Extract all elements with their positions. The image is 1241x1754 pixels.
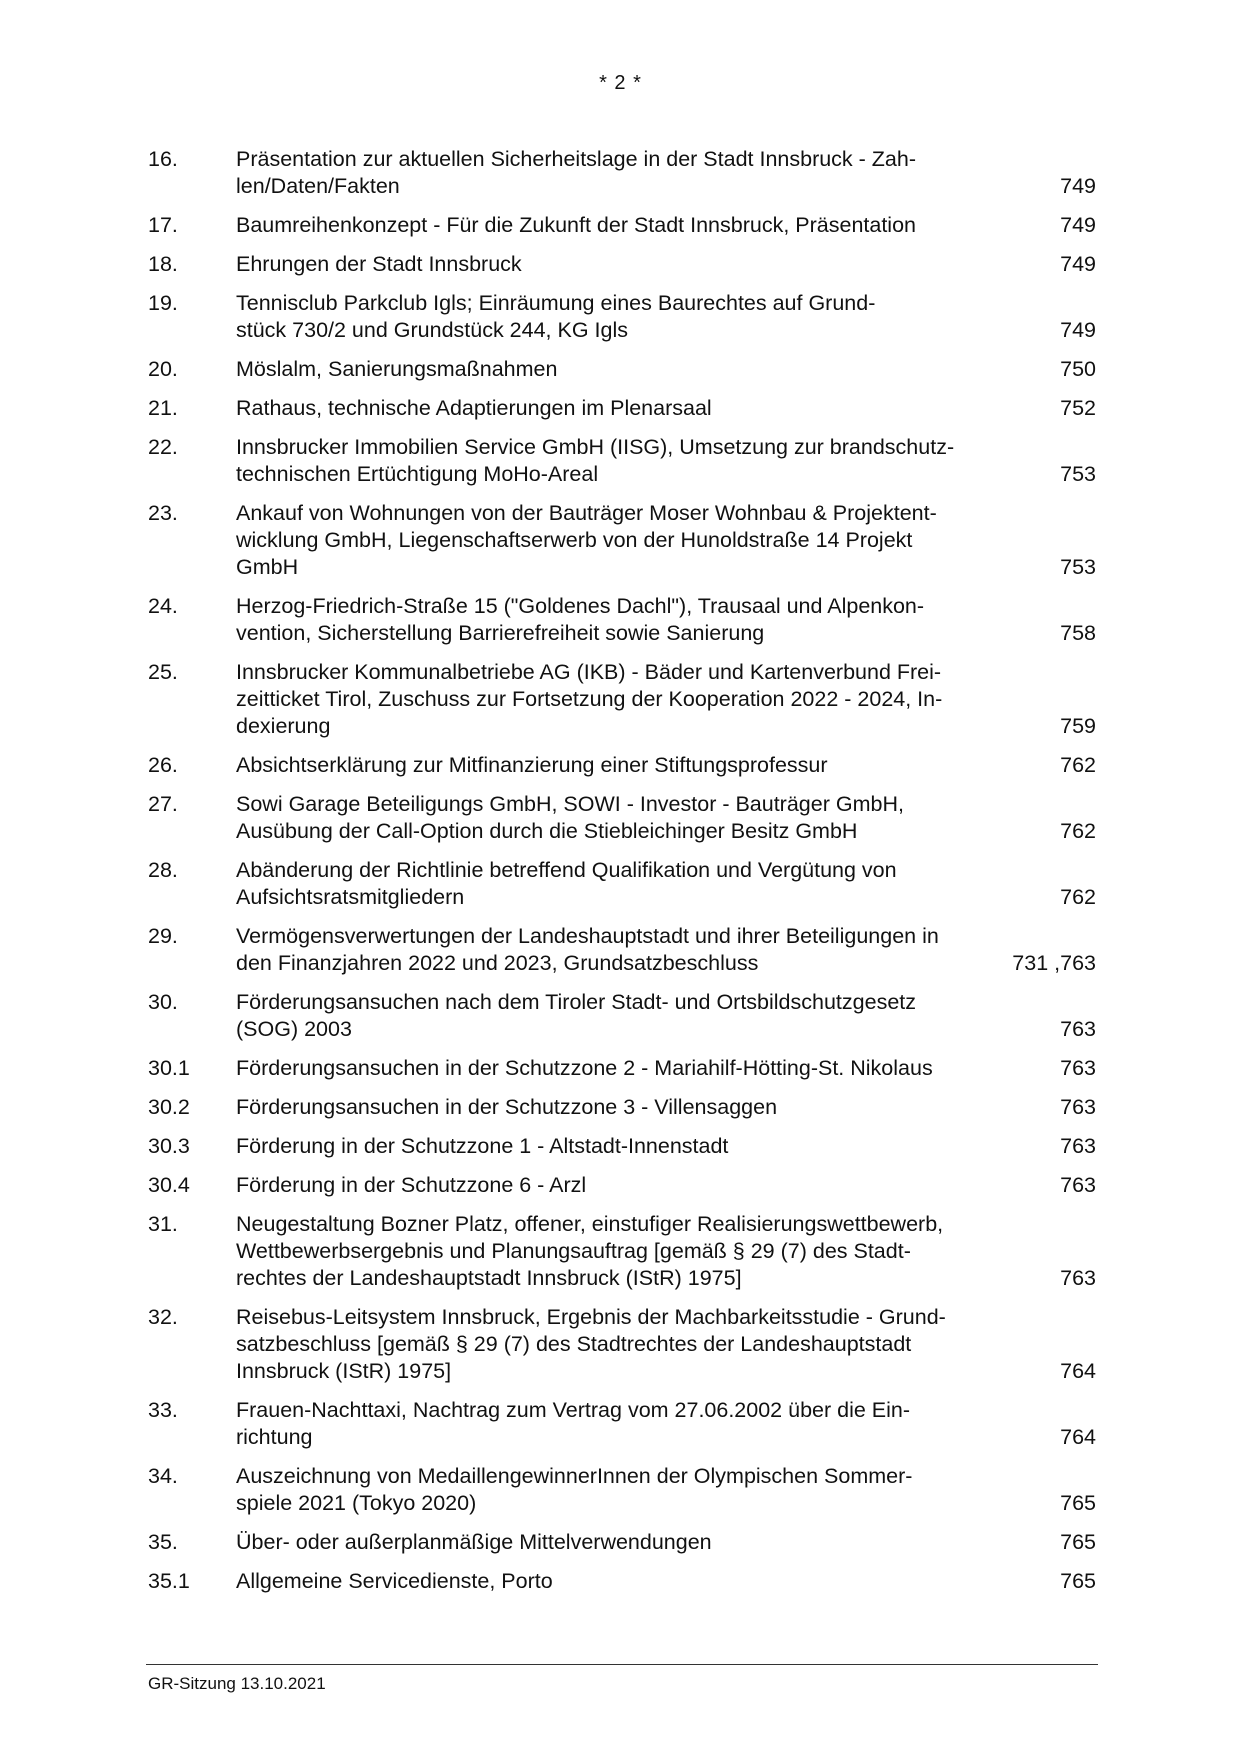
toc-entry-number: 18. [148,252,178,276]
toc-entry-page: 763 [1060,1173,1096,1197]
toc-entry-title: Frauen-Nachttaxi, Nachtrag zum Vertrag vom 27.06.2002 über die Ein- richtung [236,1398,911,1449]
toc-entry-page: 765 [1060,1491,1096,1515]
toc-entry-number: 23. [148,501,178,525]
toc-entry-title: Reisebus-Leitsystem Innsbruck, Ergebnis der Machbarkeitsstudie - Grund- satzbeschluss [gemäß § 29 (7) des Stadtrechtes der Landeshauptstadt Innsbruck (IStR) 1975] [236,1305,946,1383]
toc-entry-title: Förderungsansuchen in der Schutzzone 3 - Villensaggen [236,1095,778,1119]
toc-entry [148,659,1096,740]
toc-entry-number: 34. [148,1464,178,1488]
toc-entry [148,500,1096,581]
toc-entry-title: Förderungsansuchen nach dem Tiroler Stadt- und Ortsbildschutzgesetz (SOG) 2003 [236,990,917,1041]
toc-entry-number: 35.1 [148,1569,190,1593]
toc-entry-title: Vermögensverwertungen der Landeshauptstadt und ihrer Beteiligungen in den Finanzjahren 2022 und 2023, Grundsatzbeschluss [236,924,939,975]
toc-entry-number: 24. [148,594,178,618]
toc-entry-page: 749 [1060,252,1096,276]
toc-entry [148,857,1096,911]
toc-entry-title: Abänderung der Richtlinie betreffend Qualifikation und Vergütung von Aufsichtsratsmitgliedern [236,858,897,909]
toc-entry-title: Absichtserklärung zur Mitfinanzierung einer Stiftungsprofessur [236,753,828,777]
toc-entry [148,251,1096,278]
toc-entry-title: Förderungsansuchen in der Schutzzone 2 - Mariahilf-Hötting-St. Nikolaus [236,1056,933,1080]
toc-entry-title: Herzog-Friedrich-Straße 15 ("Goldenes Dachl"), Trausaal und Alpenkon- vention, Sicherstellung Barrierefreiheit sowie Sanierung [236,594,925,645]
page-number: * 2 * [599,72,642,94]
toc-entry [148,434,1096,488]
toc-entry-number: 35. [148,1530,178,1554]
toc-entry-title: Förderung in der Schutzzone 1 - Altstadt-Innenstadt [236,1134,729,1158]
toc-entry-title: Innsbrucker Immobilien Service GmbH (IISG), Umsetzung zur brandschutz- technischen Ertüchtigung MoHo-Areal [236,435,955,486]
toc-entry-number: 33. [148,1398,178,1422]
toc-entry [148,1463,1096,1517]
toc-entry [148,989,1096,1043]
toc-entry-page: 763 [1060,1017,1096,1041]
toc-entry-title: Sowi Garage Beteiligungs GmbH, SOWI - Investor - Bauträger GmbH, Ausübung der Call-Option durch die Stiebleichinger Besitz GmbH [236,792,904,843]
toc-entry-number: 19. [148,291,178,315]
toc-entry-title: Neugestaltung Bozner Platz, offener, einstufiger Realisierungswettbewerb, Wettbewerbsergebnis und Planungsauftrag [gemäß § 29 (7) des Stadt- rechtes der Landeshauptstadt Innsbruck (IStR) 1975] [236,1212,944,1290]
toc-entry-title: Möslalm, Sanierungsmaßnahmen [236,357,558,381]
toc-entry-page: 762 [1060,885,1096,909]
toc-entry [148,146,1096,200]
toc-entry [148,395,1096,422]
toc-entry-title: Tennisclub Parkclub Igls; Einräumung eines Baurechtes auf Grund- stück 730/2 und Grundstück 244, KG Igls [236,291,876,342]
toc-entry-page: 750 [1060,357,1096,381]
toc-entry-number: 30.4 [148,1173,190,1197]
footer-text: GR-Sitzung 13.10.2021 [148,1674,326,1693]
toc-entry-number: 22. [148,435,178,459]
toc-entry-page: 749 [1060,318,1096,342]
toc-entry-number: 28. [148,858,178,882]
toc-entry-page: 762 [1060,819,1096,843]
toc-entry [148,923,1096,977]
toc-entry-page: 749 [1060,213,1096,237]
toc-entry-page: 762 [1060,753,1096,777]
toc-entry-title: Rathaus, technische Adaptierungen im Plenarsaal [236,396,712,420]
toc-entry [148,1529,1096,1556]
toc-entry-number: 17. [148,213,178,237]
toc-entry-number: 32. [148,1305,178,1329]
toc-entry-number: 21. [148,396,178,420]
toc-entry-page: 753 [1060,555,1096,579]
toc-entry-number: 30.1 [148,1056,190,1080]
toc-entry-title: Ehrungen der Stadt Innsbruck [236,252,522,276]
toc-entry [148,1055,1096,1082]
toc-entry-number: 29. [148,924,178,948]
toc-entry-title: Innsbrucker Kommunalbetriebe AG (IKB) - Bäder und Kartenverbund Frei- zeitticket Tirol, Zuschuss zur Fortsetzung der Kooperation 2022 - 2024, In- dexierung [236,660,943,738]
toc-entry-title: Präsentation zur aktuellen Sicherheitslage in der Stadt Innsbruck - Zah- len/Daten/Fakten [236,147,917,198]
toc-entry-page: 763 [1060,1056,1096,1080]
toc-entry [148,1397,1096,1451]
toc-entry [148,1568,1096,1595]
toc-entry-page: 764 [1060,1425,1096,1449]
footer-divider [146,1664,1098,1665]
toc-entry [148,1172,1096,1199]
table-of-contents [148,146,1096,1607]
toc-entry [148,1133,1096,1160]
toc-entry-title: Über- oder außerplanmäßige Mittelverwendungen [236,1530,712,1554]
toc-entry-page: 753 [1060,462,1096,486]
toc-entry-page: 759 [1060,714,1096,738]
toc-entry [148,212,1096,239]
toc-entry-title: Auszeichnung von MedaillengewinnerInnen der Olympischen Sommer- spiele 2021 (Tokyo 2020) [236,1464,913,1515]
toc-entry-number: 30.3 [148,1134,190,1158]
toc-entry-title: Baumreihenkonzept - Für die Zukunft der Stadt Innsbruck, Präsentation [236,213,917,237]
toc-entry-page: 765 [1060,1530,1096,1554]
toc-entry-title: Förderung in der Schutzzone 6 - Arzl [236,1173,587,1197]
toc-entry [148,356,1096,383]
toc-entry-title: Allgemeine Servicedienste, Porto [236,1569,553,1593]
toc-entry-number: 16. [148,147,178,171]
toc-entry [148,593,1096,647]
toc-entry [148,791,1096,845]
toc-entry [148,1094,1096,1121]
toc-entry-page: 731 ,763 [1012,951,1096,975]
toc-entry [148,1211,1096,1292]
toc-entry-number: 31. [148,1212,178,1236]
toc-entry [148,1304,1096,1385]
toc-entry [148,752,1096,779]
toc-entry-number: 27. [148,792,178,816]
toc-entry-page: 763 [1060,1095,1096,1119]
toc-entry-page: 765 [1060,1569,1096,1593]
toc-entry-page: 752 [1060,396,1096,420]
toc-entry-number: 20. [148,357,178,381]
toc-entry-number: 25. [148,660,178,684]
toc-entry-title: Ankauf von Wohnungen von der Bauträger Moser Wohnbau & Projektent- wicklung GmbH, Liegenschaftserwerb von der Hunoldstraße 14 Projekt GmbH [236,501,937,579]
toc-entry-page: 764 [1060,1359,1096,1383]
toc-entry [148,290,1096,344]
toc-entry-number: 26. [148,753,178,777]
toc-entry-page: 749 [1060,174,1096,198]
toc-entry-page: 763 [1060,1134,1096,1158]
toc-entry-number: 30.2 [148,1095,190,1119]
toc-entry-page: 763 [1060,1266,1096,1290]
toc-entry-number: 30. [148,990,178,1014]
toc-entry-page: 758 [1060,621,1096,645]
